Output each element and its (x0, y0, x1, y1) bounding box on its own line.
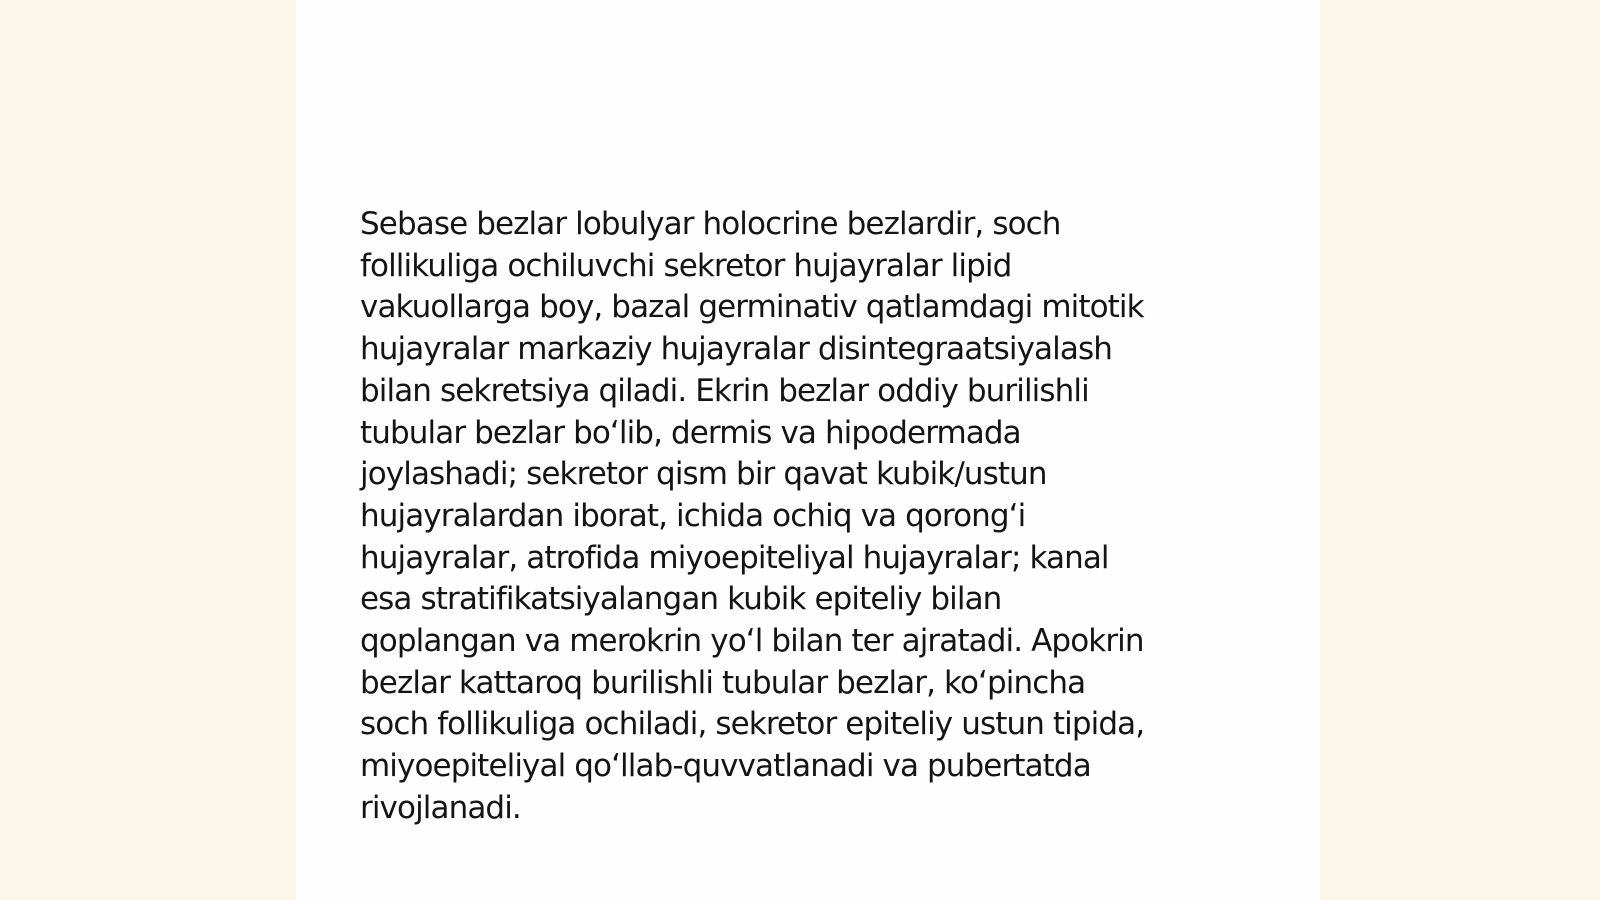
document-page (296, 0, 1320, 900)
paragraph-line: bilan sekretsiya qiladi. Ekrin bezlar oddiy burilishli (360, 372, 1089, 409)
paragraph-line: hujayralardan iborat, ichida ochiq va qorong‘i (360, 497, 1026, 534)
paragraph-line: soch follikuliga ochiladi, sekretor epiteliy ustun tipida, (360, 706, 1145, 743)
paragraph-line: hujayralar markaziy hujayralar disintegraatsiyalash (360, 331, 1112, 368)
paragraph-line: qoplangan va merokrin yo‘l bilan ter ajratadi. Apokrin (360, 623, 1144, 660)
paragraph-line: tubular bezlar bo‘lib, dermis va hipodermada (360, 414, 1021, 451)
paragraph-line: miyoepiteliyal qo‘llab-quvvatlanadi va pubertatda (360, 748, 1091, 785)
paragraph-line: rivojlanadi. (360, 789, 521, 826)
paragraph-line: Sebase bezlar lobulyar holocrine bezlardir, soch (360, 206, 1061, 242)
paragraph-line: bezlar kattaroq burilishli tubular bezlar, ko‘pincha (360, 664, 1086, 701)
paragraph-line: vakuollarga boy, bazal germinativ qatlamdagi mitotik (360, 289, 1144, 326)
paragraph-line: esa stratifikatsiyalangan kubik epiteliy bilan (360, 581, 1002, 618)
paragraph-line: hujayralar, atrofida miyoepiteliyal hujayralar; kanal (360, 539, 1109, 576)
body-paragraph (360, 204, 1240, 830)
paragraph-line: joylashadi; sekretor qism bir qavat kubik/ustun (360, 456, 1047, 493)
paragraph-line: follikuliga ochiluvchi sekretor hujayralar lipid (360, 247, 1012, 284)
